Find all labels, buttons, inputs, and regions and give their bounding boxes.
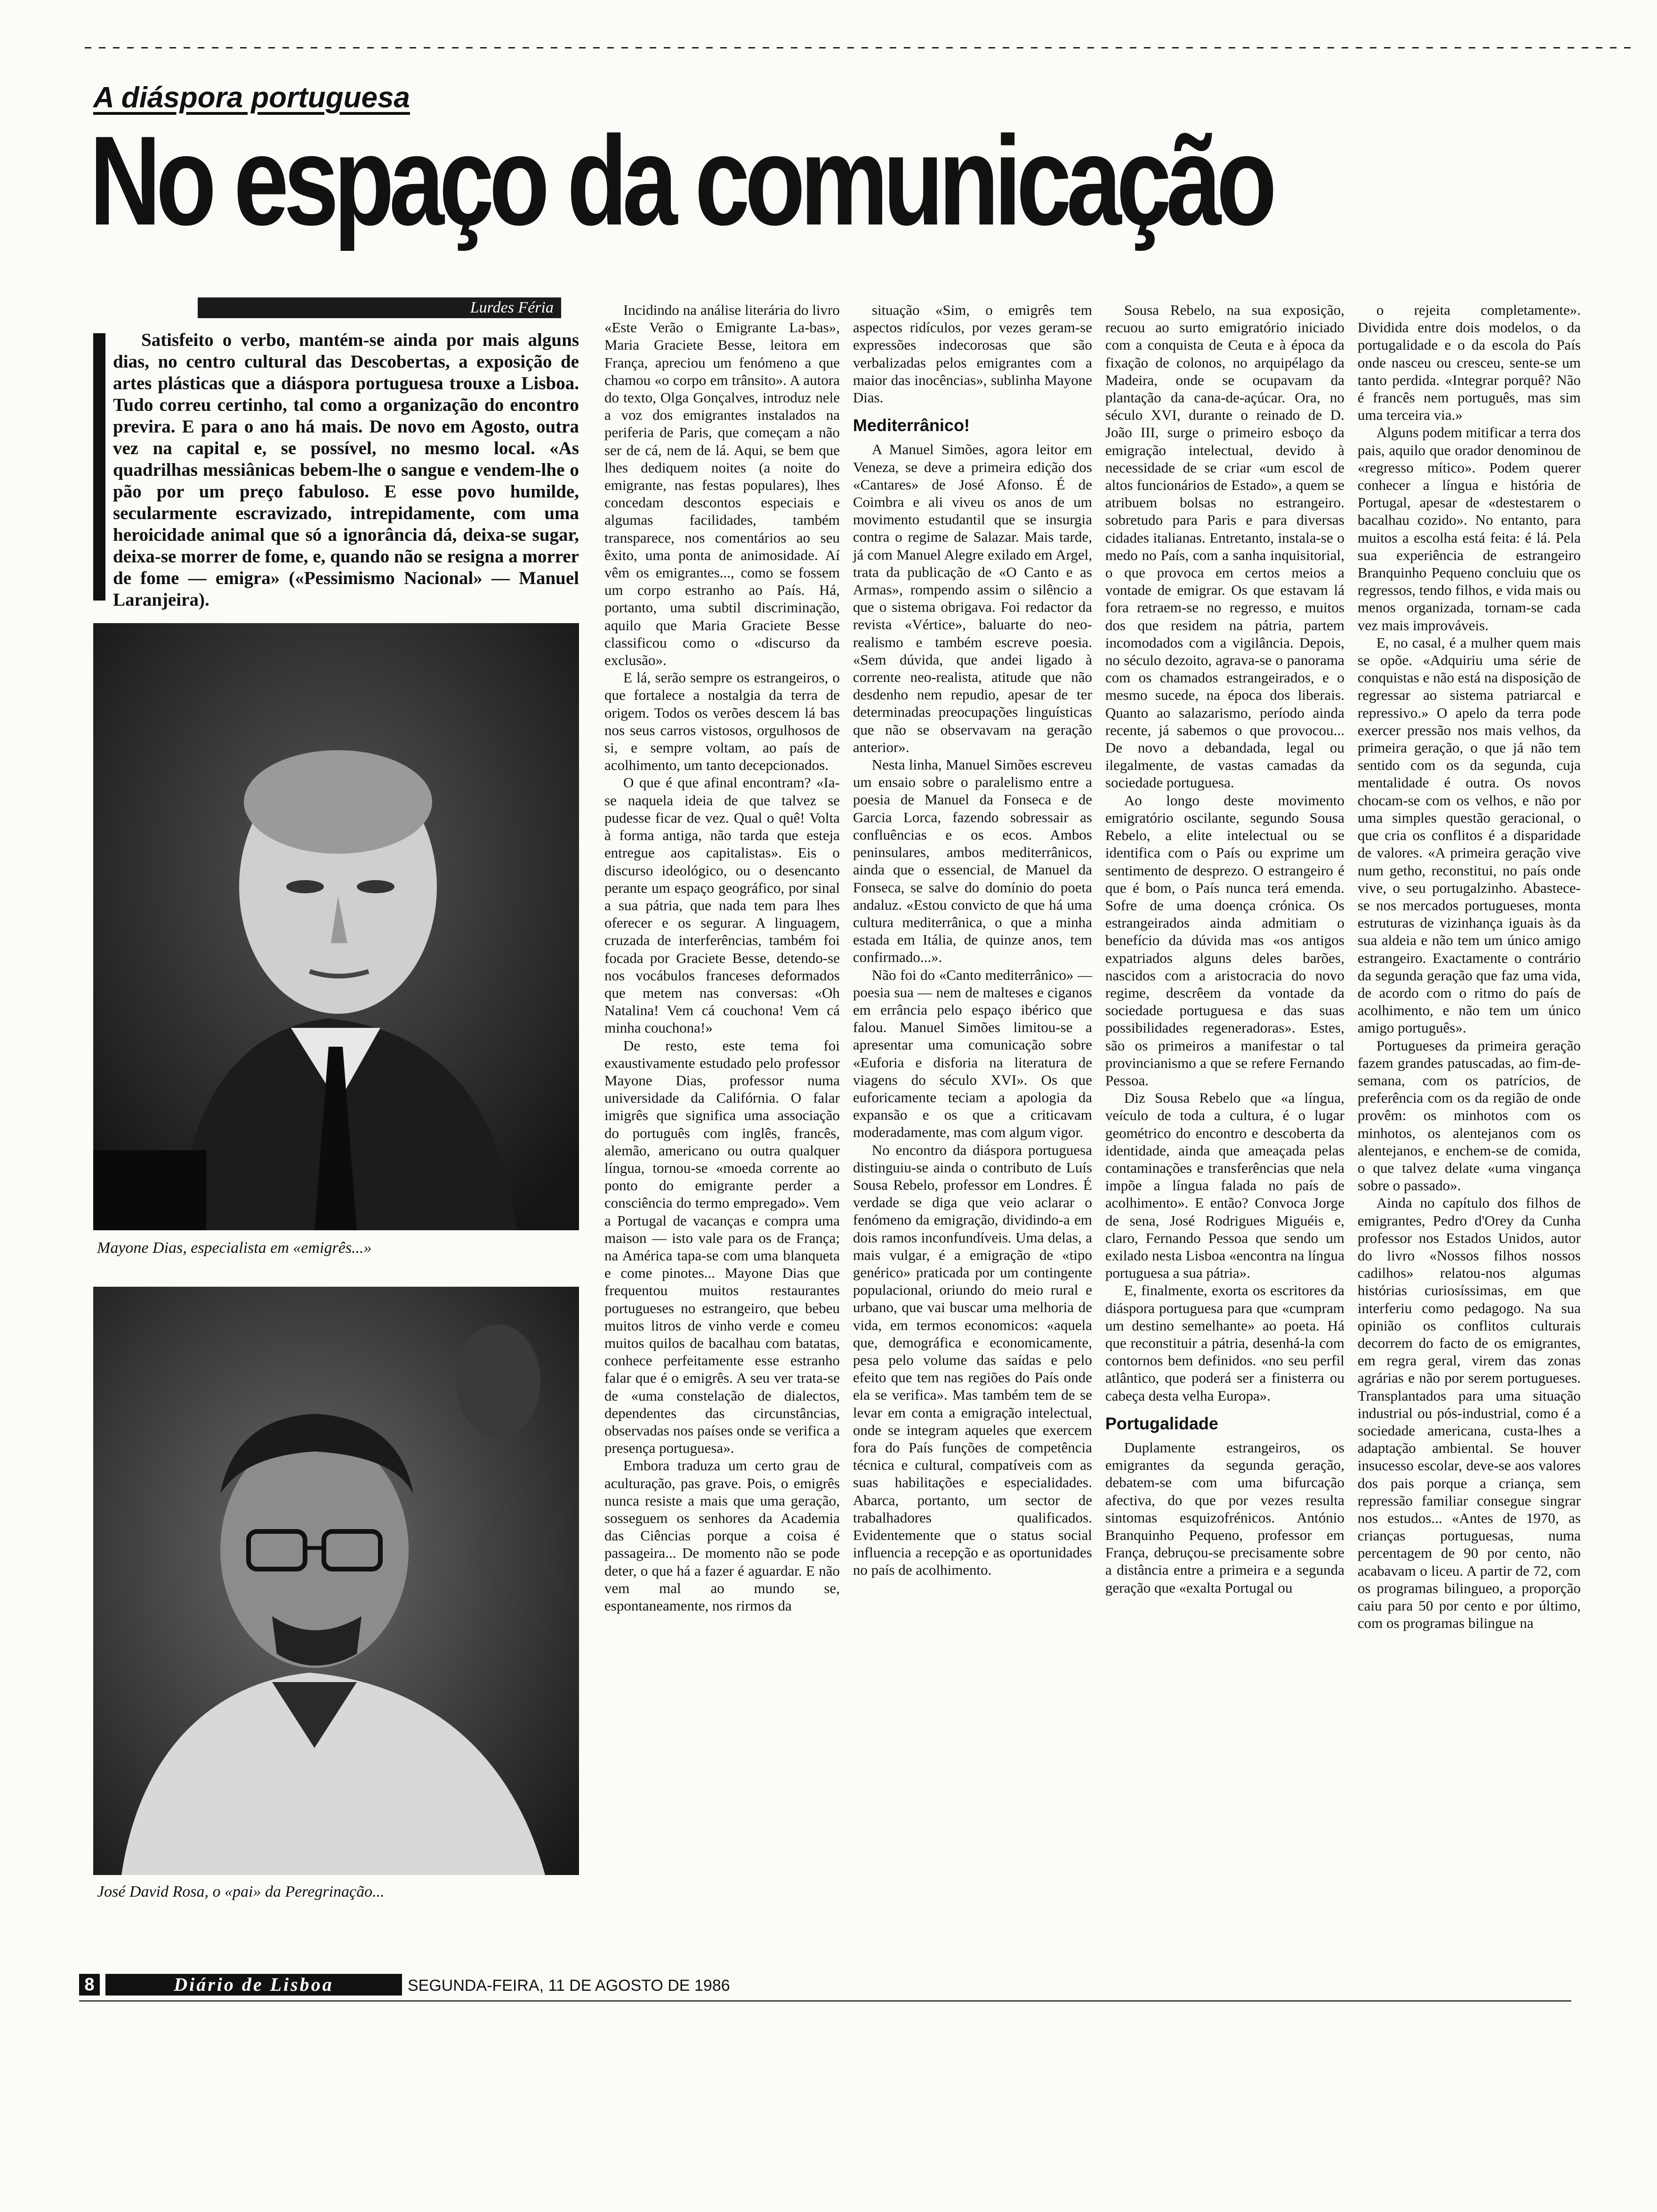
page-number: 8 [79,1974,100,1996]
paragraph: De resto, este tema foi exaustivamente estudado pelo professor Mayone Dias, professor numa universidade da Califórnia. O falar imigrês que significa uma associação do português com inglês, francês, alemão, americano ou outra qualquer língua, tornou-se «moeda corrente ao ponto do emigrante perder a consciência do termo empregado». Vem a Portugal de vacanças e compra uma maison — isto vale para os de França; na América tapa-se com uma blanqueta e come pinotes... Mayone Dias que frequentou muitos restaurantes portugueses no estrangeiro, que bebeu muitos litros de vinho verde e comeu muitos quilos de bacalhau com batatas, conhece perfeitamente esse estranho falar que é o emigrês. A seu ver trata-se de «uma constelação de dialectos, dependentes das circunstâncias, observadas nos países onde se verifica a presença portuguesa». [604,1037,840,1457]
section-kicker: A diáspora portuguesa [93,81,410,114]
portrait-illustration [93,623,579,1230]
article-column-5 [1358,301,1581,1632]
paragraph: Diz Sousa Rebelo que «a língua, veículo de toda a cultura, é o lugar geométrico do encontro e descoberta da identidade, ainda que ameaçada pelas contaminações e transferências que nela impõe a língua falada no país de acolhimento». E então? Convoca Jorge de sena, José Rodrigues Miguéis e, claro, Fernando Pessoa que sendo um exilado nesta Lisboa «encontra na língua portuguesa a sua pátria». [1105,1090,1344,1282]
paragraph: No encontro da diáspora portuguesa distinguiu-se ainda o contributo de Luís Sousa Rebelo, professor em Londres. É verdade se diga que veio aclarar o fenómeno da emigração, dividindo-a em dois ramos inconfundíveis. Uma delas, a mais vulgar, é a emigração de «tipo genérico» praticada por um contingente populacional, oriundo do meio rural e urbano, que vai buscar uma melhoria de vida, em termos economicos: «aquela que, demográfica e economicamente, pesa pelo volume das saídas e pelo efeito que tem nas regiões do País onde ela se verifica». Mas também tem de se levar em conta a emigração intelectual, onde se integram aqueles que exercem fora do País funções de competência técnica e cultural, compatíveis com as suas habilitações e especialidades. Abarca, portanto, um sector de trabalhadores qualificados. Evidentemente que o status social influencia a recepção e as oportunidades no país de acolhimento. [853,1141,1092,1579]
paragraph: E, no casal, é a mulher quem mais se opõe. «Adquiriu uma série de conquistas e não está na disposição de regressar ao sistema patriarcal e repressivo.» O apelo da terra pode exercer pressão nos mais velhos, da primeira geração, o que já não tem sentido com os da segunda, cuja mentalidade é outra. Os novos chocam-se com os velhos, e não por uma simples questão geracional, o que cria os conflitos é a disparidade de valores. «A primeira geração vive num getho, reconstitui, no país onde vive, o seu portugalzinho. Abastece-se nos mercados portugueses, monta estruturas de vizinhança iguais às da sua aldeia e não tem um único amigo estrangeiro. Exactamente o contrário da segunda geração que faz uma vida, de acordo com o ritmo do país de acolhimento, e não tem um único amigo português». [1358,634,1581,1036]
photo-caption-2: José David Rosa, o «pai» da Peregrinação... [97,1883,385,1900]
paragraph: Alguns podem mitificar a terra dos pais, aquilo que orador denominou de «regresso mítico». Podem querer conhecer a língua e história de Portugal, apesar de «destestarem o bacalhau cozido». No entanto, para muitos a escolha está feita: é lá. Pela sua experiência de estrangeiro Branquinho Pequeno concluiu que os regressos, tendo filhos, e vida mais ou menos organizada, tornam-se cada vez mais improváveis. [1358,424,1581,633]
photo-caption-1: Mayone Dias, especialista em «emigrês...» [97,1239,372,1257]
paragraph: situação «Sim, o emigrês tem aspectos ridículos, por vezes geram-se expressões indecorosas que são verbalizadas pelos emigrantes com a maior das inocências», sublinha Mayone Dias. [853,302,1092,406]
paragraph: Duplamente estrangeiros, os emigrantes da segunda geração, debatem-se com uma bifurcação afectiva, do que por vezes resulta sintomas esquizofrénicos. António Branquinho Pequeno, professor em França, debruçou-se precisamente sobre a distância entre a primeira e a segunda geração que «exalta Portugal ou [1105,1439,1344,1596]
paragraph: Nesta linha, Manuel Simões escreveu um ensaio sobre o paralelismo entre a poesia de Manuel da Fonseca e de Garcia Lorca, fazendo sobressair as confluências e os ecos. Ambos peninsulares, ambos mediterrânicos, ainda que o essencial, de Manuel da Fonseca, se salve do domínio do poeta andaluz. «Estou convicto de que há uma cultura mediterrânica, o que a minha estada em Itália, de quinze anos, tem confirmado...». [853,756,1092,966]
paragraph: E lá, serão sempre os estrangeiros, o que fortalece a nostalgia da terra de origem. Todos os verões descem lá bas nos seus carros vistosos, orgulhosos de si, e sempre voltam, ao país de acolhimento, um tanto decepcionados. [604,669,840,774]
paragraph: Portugueses da primeira geração fazem grandes patuscadas, ao fim-de-semana, com os patrícios, de preferência com os da região de onde provêm: os minhotos com os minhotos, os alentejanos com os alentejanos, e enchem-se de comida, o que talvez delate «uma vingança sobre o passado». [1358,1037,1581,1194]
photo-mayone-dias [93,623,579,1230]
paragraph: Sousa Rebelo, na sua exposição, recuou ao surto emigratório iniciado com a conquista de Ceuta e à época da fixação de colonos, no arquipélago da Madeira, onde se ocupavam da plantação da cana-de-açúcar. Ora, no século XVI, durante o reinado de D. João III, surge o primeiro esboço da emigração intelectual, devido à necessidade de se criar «um escol de altos funcionários de Estado», a quem se atribuem bolsas no estrangeiro. sobretudo para Paris e para diversas cidades italianas. Entretanto, instala-se o medo no País, com a sanha inquisitorial, o que provoca em certos meios a vontade de emigrar. Os que estavam lá fora retraem-se no regresso, e muitos dos que residem na pátria, partem incomodados com a vigilância. Depois, no século dezoito, agrava-se o panorama com os chamados estrangeirados, e o mesmo sucede, na época dos liberais. Quanto ao salazarismo, período ainda recente, já sabemos o que provocou... De novo a debandada, legal ou ilegalmente, de vastas camadas da sociedade portuguesa. [1105,302,1344,791]
article-column-3 [853,301,1092,1579]
paragraph: Ainda no capítulo dos filhos de emigrantes, Pedro d'Orey da Cunha professor nos Estados Unidos, autor do livro «Nossos filhos nossos cadilhos» relatou-nos algumas histórias curiosíssimas, em que interferiu como pedagogo. Na sua opinião os conflitos culturais decorrem do facto de os emigrantes, em regra geral, virem das zonas agrárias e não por serem portugueses. Transplantados para uma situação industrial ou pós-industrial, como é a sociedade americana, custa-lhes a adaptação ambiental. Se houver insucesso escolar, deve-se aos valores dos pais porque a criança, sem repressão familiar consegue singrar nos estudos... «Antes de 1970, as crianças portuguesas, numa percentagem de 90 por cento, não acabavam o liceu. A partir de 72, com os programas bilingueo, a proporção caiu para 50 por cento e por último, com os programas bilingue na [1358,1194,1581,1632]
paragraph: O que é que afinal encontram? «Ia-se naquela ideia de que talvez se pudesse ficar de vez. Qual o quê! Volta à forma antiga, não tarda que esteja entregue aos capitalistas». Eis o discurso ideológico, ou o desencanto perante um espaço geográfico, por sinal a sua pátria, que nada tem para lhes oferecer e os segurar. A linguagem, cruzada de interferências, também foi focada por Graciete Besse, detendo-se nos vocábulos franceses deformados que metem nas conversas: «Oh Natalina! Vem cá couchona! Vem cá minha couchona!» [604,774,840,1036]
paragraph: o rejeita completamente». Dividida entre dois modelos, o da portugalidade e o da escola do País onde nasceu ou cresceu, sente-se um tanto perdida. «Integrar porquê? Não é francês nem português, mas sim uma terceira via.» [1358,302,1581,424]
paragraph: Não foi do «Canto mediterrânico» — poesia sua — nem de malteses e ciganos em errância pelo espaço ibérico que falou. Manuel Simões limitou-se a apresentar uma comunicação sobre «Euforia e disforia na literatura de viagens do século XVI». Os que euforicamente teciam a apologia da expansão e os que a criticavam moderadamente, mas com algum vigor. [853,966,1092,1141]
lead-text: Satisfeito o verbo, mantém-se ainda por mais alguns dias, no centro cultural das Descobertas, a exposição de artes plásticas que a diáspora portuguesa trouxe a Lisboa. Tudo correu certinho, tal como a organização do encontro previra. E para o ano há mais. De novo em Agosto, outra vez na capital e, se possível, no mesmo local. «As quadrilhas messiânicas bebem-lhe o sangue e vendem-lhe o pão por um preço fabuloso. E esse povo humilde, secularmente escravizado, intrepidamente, com uma heroicidade animal que só a ignorância dá, deixa-se sugar, deixa-se morrer de fome, e, quando não se resigna a morrer de fome — emigra» («Pessimismo Nacional» — Manuel Laranjeira). [113,330,579,610]
lead-side-bar [93,333,105,601]
newspaper-masthead: Diário de Lisboa [105,1974,402,1996]
paragraph: A Manuel Simões, agora leitor em Veneza, se deve a primeira edição dos «Cantares» de José Afonso. É de Coimbra e ali viveu os anos de um movimento estudantil que se insurgia contra o regime de Salazar. Mais tarde, já com Manuel Alegre exilado em Argel, trata da publicação de «O Canto e as Armas», rompendo assim o silêncio a que o sistema obrigava. Foi redactor da revista «Vértice», baluarte do neo-realismo e também escreve poesia. «Sem dúvida, que andei ligado à corrente neo-realista, atitude que não desdenho nem repudio, apesar de ter determinadas preocupações linguísticas que não se observavam na geração anterior». [853,441,1092,755]
photo-jose-david-rosa [93,1287,579,1875]
headline: No espaço da comunicação [89,110,1272,252]
subheading-portugalidade: Portugalidade [1105,1413,1219,1433]
paragraph: Embora traduza um certo grau de aculturação, pas grave. Pois, o emigrês nunca resiste a mais que uma geração, sosseguem os senhores da Academia das Ciências porque a coisa é passageira... De momento não se pode deter, o que há a fazer é aguardar. E não vem mal ao mundo se, espontaneamente, nos rirmos da [604,1457,840,1614]
top-dotted-rule [85,47,1638,48]
portrait-illustration-2 [93,1287,579,1875]
article-column-2 [604,301,840,1614]
issue-date: SEGUNDA-FEIRA, 11 DE AGOSTO DE 1986 [408,1977,730,1995]
lead-paragraph [113,329,579,611]
byline: Lurdes Féria [198,297,561,318]
subheading-mediterranico: Mediterrânico! [853,416,970,435]
paragraph: Ao longo deste movimento emigratório oscilante, segundo Sousa Rebelo, a elite intelectual ou se identifica com o País ou exprime um sentimento de desprezo. O estrangeiro é que é bom, o País nunca terá emenda. Sofre de uma doença crónica. Os estrangeirados ainda admitiam o benefício da dúvida mas «os antigos expatriados alguns deles barões, nascidos com a aristocracia do novo regime, descrêem da vontade da sociedade portuguesa e das suas possibilidades regeneradoras». Estes, são os primeiros a manifestar o tal provincianismo a que se refere Fernando Pessoa. [1105,792,1344,1089]
paragraph: E, finalmente, exorta os escritores da diáspora portuguesa para que «cumpram um destino semelhante» ao poeta. Há que reconstituir a pátria, desenhá-la com contornos bem definidos. «no seu perfil atlântico, que poderá ser a finisterra ou cabeça desta velha Europa». [1105,1282,1344,1404]
article-column-4 [1105,301,1344,1596]
footer-rule [79,2000,1571,2002]
paragraph: Incidindo na análise literária do livro «Este Verão o Emigrante La-bas», Maria Graciete Besse, leitora em França, apreciou um fenómeno a que chamou «o corpo em trânsito». A autora do texto, Olga Gonçalves, introduz nele a voz dos emigrantes instalados na periferia de Paris, que começam a não ser de cá, nem de lá. Aqui, se bem que lhes dediquem noites (a noite do emigrante, nas festas populares), lhes concedam descontos especiais e algumas facilidades, também transparece, nos comentários ao seu êxito, uma ponta de animosidade. Aí vêm os emigrantes..., como se fossem um corpo estranho ao País. Há, portanto, uma subtil discriminação, aquilo que Maria Graciete Besse classificou como o «discurso da exclusão». [604,302,840,669]
